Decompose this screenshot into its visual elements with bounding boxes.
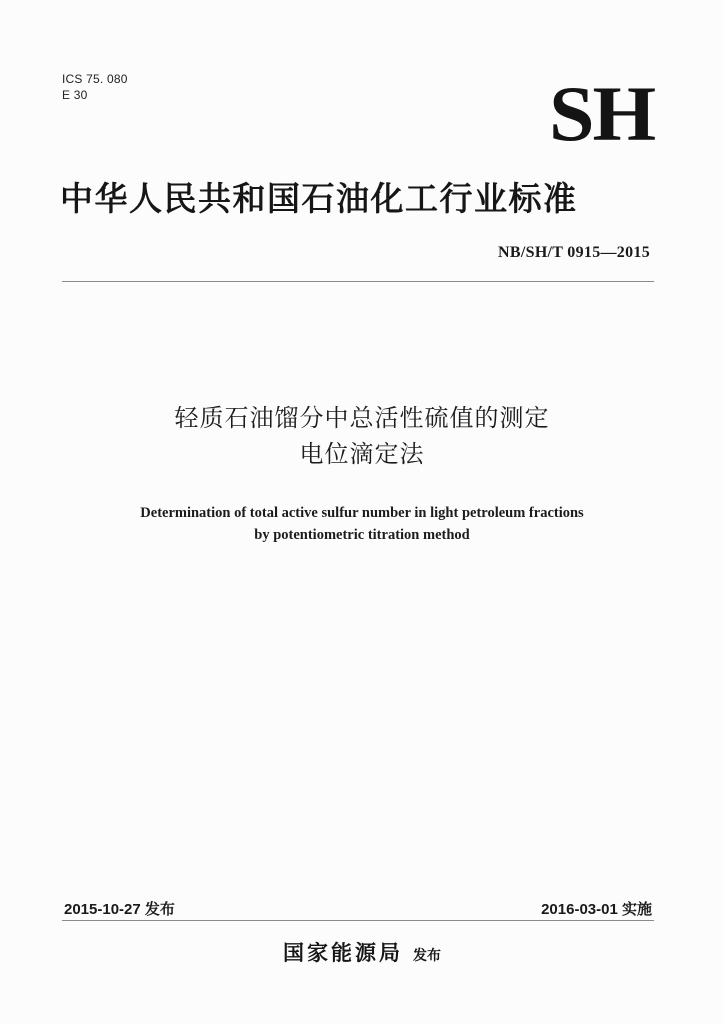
publisher-suffix: 发布 (413, 948, 441, 964)
bottom-divider (62, 920, 654, 921)
chinese-title-line-2: 电位滴定法 (299, 440, 425, 468)
ics-code: ICS 75. 080 (62, 72, 128, 86)
classification-codes (62, 71, 128, 103)
top-divider (62, 281, 654, 282)
sh-logo: SH (548, 70, 654, 157)
implementation-date: 2016-03-01 实施 (541, 901, 652, 918)
english-title (0, 502, 724, 546)
issue-date: 2015-10-27 发布 (64, 901, 175, 918)
english-title-line-1: Determination of total active sulfur number in light petroleum fractions (140, 505, 584, 521)
standard-category: 中华人民共和国石油化工行业标准 (60, 179, 578, 218)
english-title-line-2: by potentiometric titration method (254, 527, 470, 543)
chinese-title (0, 400, 724, 472)
chinese-title-line-1: 轻质石油馏分中总活性硫值的测定 (174, 404, 550, 432)
ccs-code: E 30 (62, 88, 88, 102)
publisher (0, 937, 724, 967)
publisher-name: 国家能源局 (283, 941, 403, 965)
standard-number: NB/SH/T 0915—2015 (498, 244, 650, 261)
